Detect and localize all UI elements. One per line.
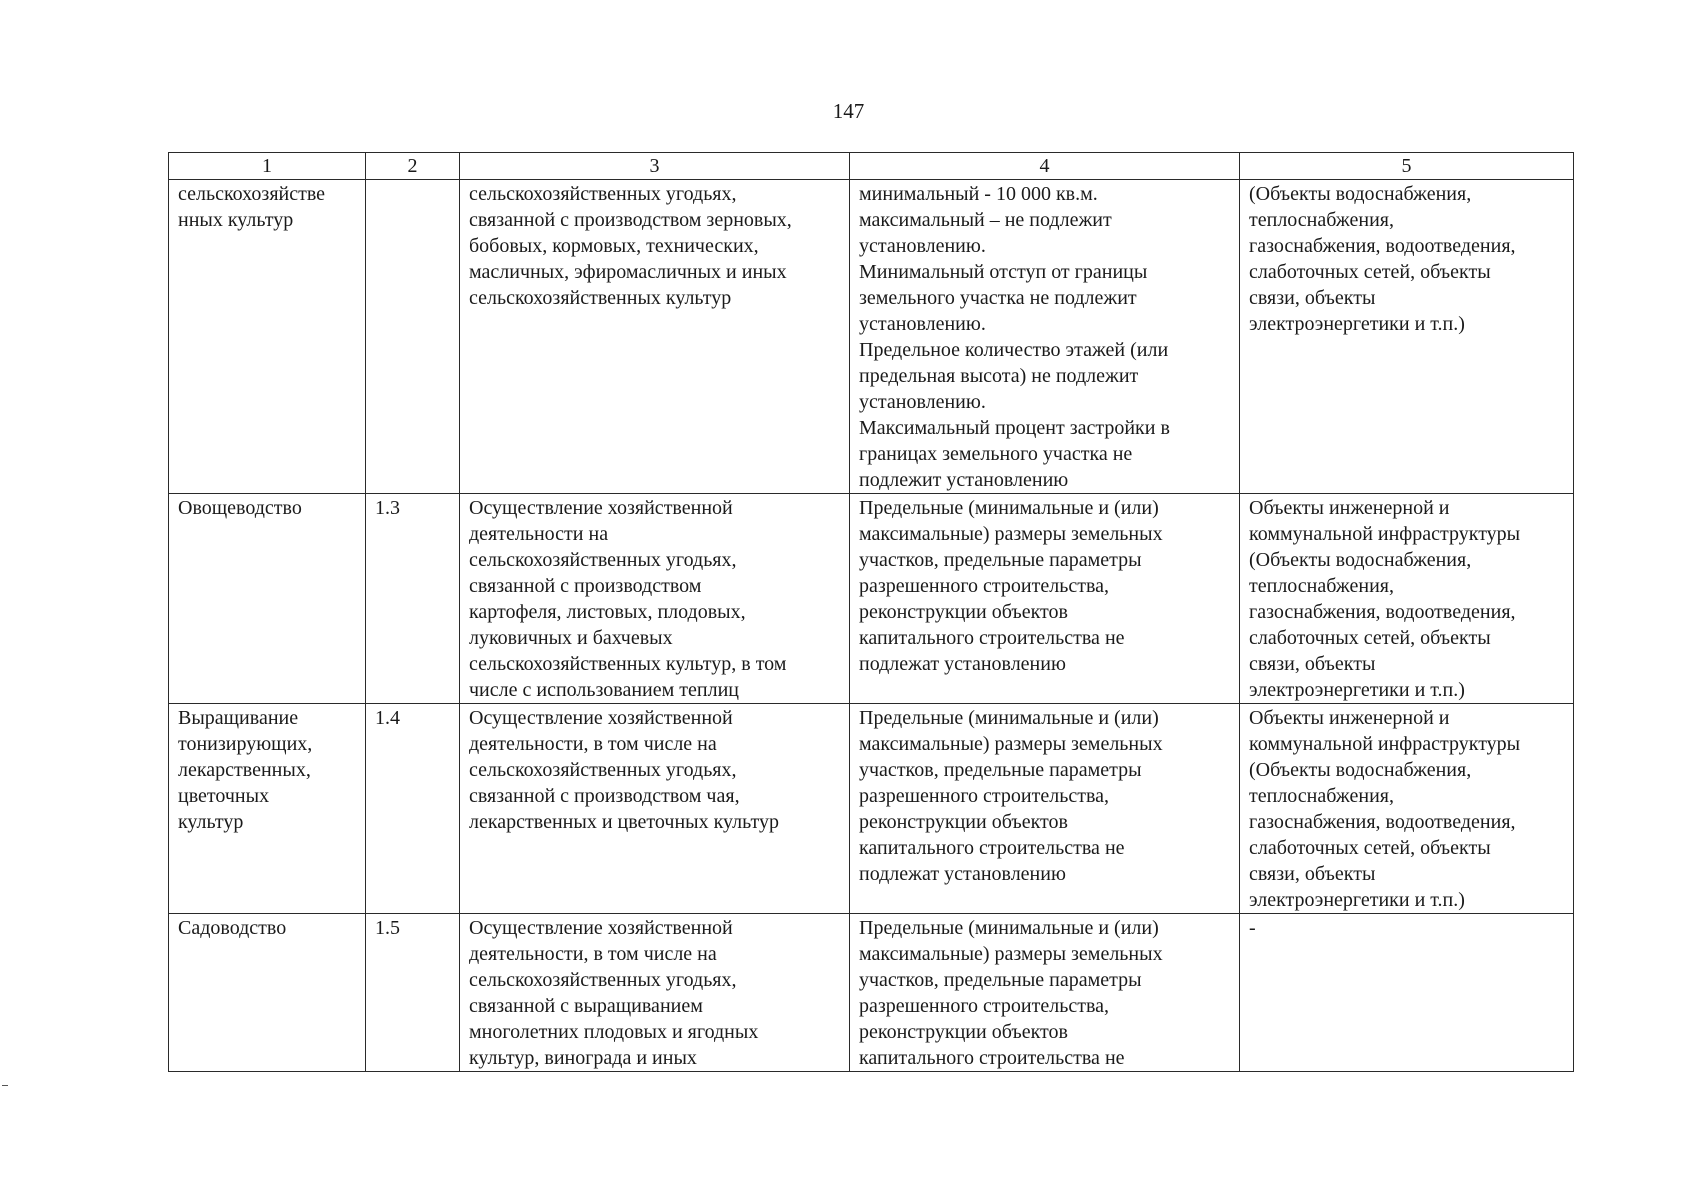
page-number: 147 bbox=[832, 99, 865, 123]
auxiliary-objects-cell: Объекты инженерной и коммунальной инфраструктуры (Объекты водоснабжения, теплоснабжения, газоснабжения, водоотведения, слаботочных сетей, объекты связи, объекты электроэнергетики и т.п.) bbox=[1240, 494, 1574, 704]
auxiliary-objects-cell: - bbox=[1240, 914, 1574, 1072]
use-name-cell: Выращивание тонизирующих, лекарственных, цветочных культур bbox=[169, 704, 366, 914]
use-name-cell: Овощеводство bbox=[169, 494, 366, 704]
parameters-cell: Предельные (минимальные и (или) максимальные) размеры земельных участков, предельные параметры разрешенного строительства, реконструкции объектов капитального строительства не подлежат установлению bbox=[850, 704, 1240, 914]
use-code-cell bbox=[366, 180, 460, 494]
table-row bbox=[169, 180, 1574, 494]
scan-edge-mark bbox=[2, 1085, 8, 1086]
use-code-cell: 1.4 bbox=[366, 704, 460, 914]
table-row bbox=[169, 704, 1574, 914]
use-code-cell: 1.5 bbox=[366, 914, 460, 1072]
column-header-3: 3 bbox=[460, 153, 850, 180]
use-name-cell: сельскохозяйстве нных культур bbox=[169, 180, 366, 494]
use-description-cell: Осуществление хозяйственной деятельности, в том числе на сельскохозяйственных угодьях, связанной с производством чая, лекарственных и цветочных культур bbox=[460, 704, 850, 914]
table-header-row bbox=[169, 153, 1574, 180]
use-description-cell: Осуществление хозяйственной деятельности на сельскохозяйственных угодьях, связанной с производством картофеля, листовых, плодовых, луковичных и бахчевых сельскохозяйственных культур, в том числе с использованием теплиц bbox=[460, 494, 850, 704]
column-header-1: 1 bbox=[169, 153, 366, 180]
use-description-cell: сельскохозяйственных угодьях, связанной с производством зерновых, бобовых, кормовых, технических, масличных, эфиромасличных и иных сельскохозяйственных культур bbox=[460, 180, 850, 494]
column-header-4: 4 bbox=[850, 153, 1240, 180]
land-use-table bbox=[168, 152, 1574, 1072]
table-row bbox=[169, 494, 1574, 704]
parameters-cell: Предельные (минимальные и (или) максимальные) размеры земельных участков, предельные параметры разрешенного строительства, реконструкции объектов капитального строительства не подлежат установлению bbox=[850, 494, 1240, 704]
parameters-cell: Предельные (минимальные и (или) максимальные) размеры земельных участков, предельные параметры разрешенного строительства, реконструкции объектов капитального строительства не bbox=[850, 914, 1240, 1072]
column-header-5: 5 bbox=[1240, 153, 1574, 180]
column-header-2: 2 bbox=[366, 153, 460, 180]
use-description-cell: Осуществление хозяйственной деятельности, в том числе на сельскохозяйственных угодьях, связанной с выращиванием многолетних плодовых и ягодных культур, винограда и иных bbox=[460, 914, 850, 1072]
auxiliary-objects-cell: Объекты инженерной и коммунальной инфраструктуры (Объекты водоснабжения, теплоснабжения, газоснабжения, водоотведения, слаботочных сетей, объекты связи, объекты электроэнергетики и т.п.) bbox=[1240, 704, 1574, 914]
use-name-cell: Садоводство bbox=[169, 914, 366, 1072]
use-code-cell: 1.3 bbox=[366, 494, 460, 704]
table-row bbox=[169, 914, 1574, 1072]
auxiliary-objects-cell: (Объекты водоснабжения, теплоснабжения, газоснабжения, водоотведения, слаботочных сетей, объекты связи, объекты электроэнергетики и т.п.) bbox=[1240, 180, 1574, 494]
parameters-cell: минимальный - 10 000 кв.м. максимальный – не подлежит установлению. Минимальный отступ от границы земельного участка не подлежит установлению. Предельное количество этажей (или предельная высота) не подлежит установлению. Максимальный процент застройки в границах земельного участка не подлежит установлению bbox=[850, 180, 1240, 494]
